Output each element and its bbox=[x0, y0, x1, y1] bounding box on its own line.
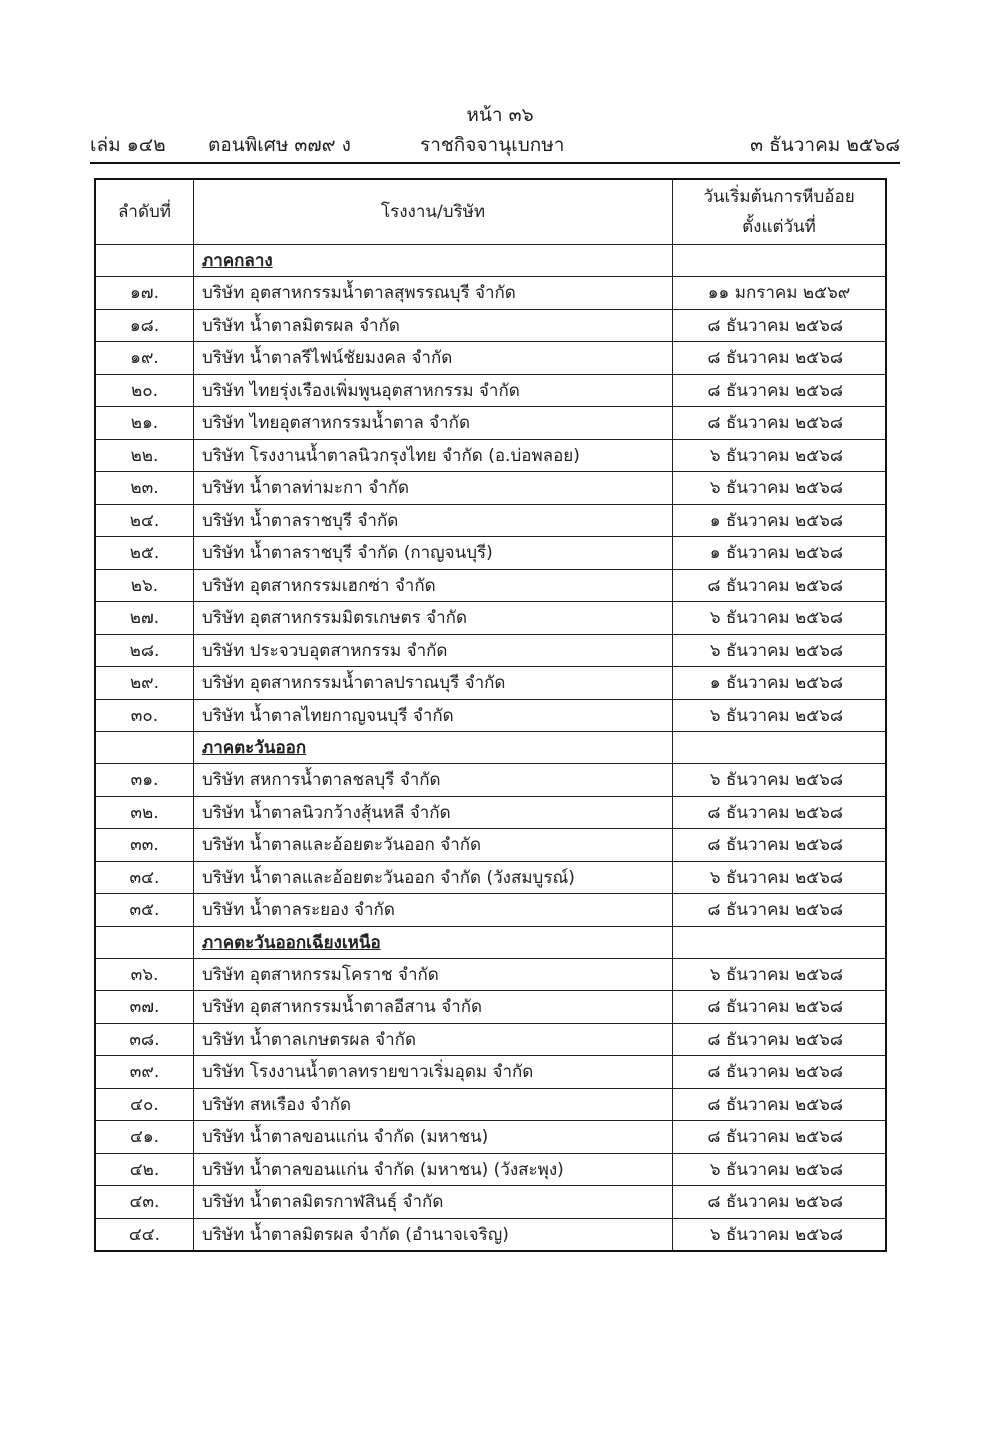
row-number: ๒๓. bbox=[95, 472, 194, 505]
table-row bbox=[95, 407, 886, 440]
page-number: หน้า ๓๖ bbox=[466, 104, 534, 126]
row-number: ๔๔. bbox=[95, 1218, 194, 1251]
row-number: ๔๐. bbox=[95, 1088, 194, 1121]
table-row bbox=[95, 342, 886, 375]
column-header-number: ลำดับที่ bbox=[95, 179, 194, 245]
company-name: บริษัท ไทยอุตสาหกรรมน้ำตาล จำกัด bbox=[194, 407, 673, 440]
company-name: บริษัท น้ำตาลมิตรกาฬสินธุ์ จำกัด bbox=[194, 1186, 673, 1219]
header-divider bbox=[90, 162, 900, 164]
start-date: ๑ ธันวาคม ๒๕๖๘ bbox=[673, 667, 887, 700]
table-row bbox=[95, 472, 886, 505]
start-date: ๘ ธันวาคม ๒๕๖๘ bbox=[673, 991, 887, 1024]
company-name: บริษัท น้ำตาลรีไฟน์ชัยมงคล จำกัด bbox=[194, 342, 673, 375]
table-header-row bbox=[95, 179, 886, 245]
start-date: ๑ ธันวาคม ๒๕๖๘ bbox=[673, 537, 887, 570]
table-row bbox=[95, 1088, 886, 1121]
row-number: ๓๕. bbox=[95, 894, 194, 927]
row-number: ๓๓. bbox=[95, 829, 194, 862]
company-name: บริษัท น้ำตาลราชบุรี จำกัด (กาญจนบุรี) bbox=[194, 537, 673, 570]
table-row bbox=[95, 699, 886, 732]
row-number: ๑๗. bbox=[95, 277, 194, 310]
company-name: บริษัท อุตสาหกรรมน้ำตาลปราณบุรี จำกัด bbox=[194, 667, 673, 700]
table-row bbox=[95, 569, 886, 602]
company-name: บริษัท ไทยรุ่งเรืองเพิ่มพูนอุตสาหกรรม จำกัด bbox=[194, 374, 673, 407]
table-row bbox=[95, 894, 886, 927]
table-row bbox=[95, 634, 886, 667]
start-date: ๖ ธันวาคม ๒๕๖๘ bbox=[673, 958, 887, 991]
row-number: ๑๘. bbox=[95, 309, 194, 342]
company-name: บริษัท น้ำตาลขอนแก่น จำกัด (มหาชน) (วังสะพุง) bbox=[194, 1153, 673, 1186]
sugar-mill-schedule-table bbox=[94, 178, 887, 1252]
row-number: ๒๕. bbox=[95, 537, 194, 570]
table-row bbox=[95, 1186, 886, 1219]
row-number: ๓๑. bbox=[95, 764, 194, 797]
start-date: ๑๑ มกราคม ๒๕๖๙ bbox=[673, 277, 887, 310]
table-row bbox=[95, 309, 886, 342]
start-date: ๖ ธันวาคม ๒๕๖๘ bbox=[673, 861, 887, 894]
publication-date: ๓ ธันวาคม ๒๕๖๘ bbox=[750, 134, 900, 156]
table-row bbox=[95, 602, 886, 635]
start-date: ๘ ธันวาคม ๒๕๖๘ bbox=[673, 342, 887, 375]
table-row bbox=[95, 958, 886, 991]
row-number: ๒๔. bbox=[95, 504, 194, 537]
region-heading: ภาคตะวันออก bbox=[202, 738, 307, 758]
region-cell bbox=[194, 245, 673, 277]
row-number: ๒๐. bbox=[95, 374, 194, 407]
table-row bbox=[95, 667, 886, 700]
row-number: ๓๐. bbox=[95, 699, 194, 732]
row-number: ๓๔. bbox=[95, 861, 194, 894]
region-cell bbox=[194, 732, 673, 764]
company-name: บริษัท สหเรือง จำกัด bbox=[194, 1088, 673, 1121]
company-name: บริษัท น้ำตาลราชบุรี จำกัด bbox=[194, 504, 673, 537]
publication-name: ราชกิจจานุเบกษา bbox=[420, 134, 565, 156]
row-number: ๓๖. bbox=[95, 958, 194, 991]
row-number: ๒๒. bbox=[95, 439, 194, 472]
company-name: บริษัท น้ำตาลมิตรผล จำกัด (อำนาจเจริญ) bbox=[194, 1218, 673, 1251]
start-date: ๖ ธันวาคม ๒๕๖๘ bbox=[673, 439, 887, 472]
row-number: ๓๗. bbox=[95, 991, 194, 1024]
table-row bbox=[95, 504, 886, 537]
table-row bbox=[95, 277, 886, 310]
start-date: ๘ ธันวาคม ๒๕๖๘ bbox=[673, 1121, 887, 1154]
column-header-company: โรงงาน/บริษัท bbox=[194, 179, 673, 245]
table-row bbox=[95, 439, 886, 472]
table-row bbox=[95, 991, 886, 1024]
row-number: ๔๒. bbox=[95, 1153, 194, 1186]
company-name: บริษัท น้ำตาลไทยกาญจนบุรี จำกัด bbox=[194, 699, 673, 732]
table-row bbox=[95, 1023, 886, 1056]
company-name: บริษัท น้ำตาลและอ้อยตะวันออก จำกัด (วังสมบูรณ์) bbox=[194, 861, 673, 894]
start-date: ๘ ธันวาคม ๒๕๖๘ bbox=[673, 1186, 887, 1219]
company-name: บริษัท น้ำตาลเกษตรผล จำกัด bbox=[194, 1023, 673, 1056]
row-number: ๔๓. bbox=[95, 1186, 194, 1219]
start-date: ๖ ธันวาคม ๒๕๖๘ bbox=[673, 699, 887, 732]
row-number: ๒๘. bbox=[95, 634, 194, 667]
region-heading: ภาคตะวันออกเฉียงเหนือ bbox=[202, 932, 381, 953]
table-body bbox=[95, 245, 886, 1252]
company-name: บริษัท โรงงานน้ำตาลทรายขาวเริ่มอุดม จำกัด bbox=[194, 1056, 673, 1089]
row-number: ๓๙. bbox=[95, 1056, 194, 1089]
company-name: บริษัท อุตสาหกรรมน้ำตาลอีสาน จำกัด bbox=[194, 991, 673, 1024]
company-name: บริษัท โรงงานน้ำตาลนิวกรุงไทย จำกัด (อ.บ่อพลอย) bbox=[194, 439, 673, 472]
table-row bbox=[95, 1121, 886, 1154]
region-heading: ภาคกลาง bbox=[202, 251, 273, 271]
empty-cell bbox=[95, 732, 194, 764]
company-name: บริษัท อุตสาหกรรมน้ำตาลสุพรรณบุรี จำกัด bbox=[194, 277, 673, 310]
table-row bbox=[95, 829, 886, 862]
table-row bbox=[95, 764, 886, 797]
table-row bbox=[95, 1056, 886, 1089]
volume: เล่ม ๑๔๒ bbox=[90, 134, 166, 156]
table-row bbox=[95, 861, 886, 894]
column-header-start-date-line2: ตั้งแต่วันที่ bbox=[742, 217, 816, 237]
row-number: ๑๙. bbox=[95, 342, 194, 375]
company-name: บริษัท สหการน้ำตาลชลบุรี จำกัด bbox=[194, 764, 673, 797]
company-name: บริษัท ประจวบอุตสาหกรรม จำกัด bbox=[194, 634, 673, 667]
company-name: บริษัท น้ำตาลมิตรผล จำกัด bbox=[194, 309, 673, 342]
empty-cell bbox=[673, 926, 887, 958]
start-date: ๖ ธันวาคม ๒๕๖๘ bbox=[673, 1218, 887, 1251]
start-date: ๖ ธันวาคม ๒๕๖๘ bbox=[673, 1153, 887, 1186]
region-section-row bbox=[95, 926, 886, 958]
start-date: ๖ ธันวาคม ๒๕๖๘ bbox=[673, 472, 887, 505]
table-row bbox=[95, 1153, 886, 1186]
row-number: ๓๒. bbox=[95, 796, 194, 829]
table-row bbox=[95, 1218, 886, 1251]
row-number: ๔๑. bbox=[95, 1121, 194, 1154]
start-date: ๘ ธันวาคม ๒๕๖๘ bbox=[673, 1056, 887, 1089]
company-name: บริษัท น้ำตาลระยอง จำกัด bbox=[194, 894, 673, 927]
company-name: บริษัท อุตสาหกรรมเฮกซ่า จำกัด bbox=[194, 569, 673, 602]
start-date: ๑ ธันวาคม ๒๕๖๘ bbox=[673, 504, 887, 537]
start-date: ๖ ธันวาคม ๒๕๖๘ bbox=[673, 634, 887, 667]
column-header-start-date-line1: วันเริ่มต้นการหีบอ้อย bbox=[703, 187, 855, 207]
table-row bbox=[95, 537, 886, 570]
start-date: ๘ ธันวาคม ๒๕๖๘ bbox=[673, 796, 887, 829]
empty-cell bbox=[95, 926, 194, 958]
start-date: ๘ ธันวาคม ๒๕๖๘ bbox=[673, 407, 887, 440]
table-row bbox=[95, 796, 886, 829]
gazette-header bbox=[90, 130, 900, 160]
region-cell bbox=[194, 926, 673, 958]
empty-cell bbox=[673, 732, 887, 764]
company-name: บริษัท น้ำตาลท่ามะกา จำกัด bbox=[194, 472, 673, 505]
row-number: ๒๗. bbox=[95, 602, 194, 635]
company-name: บริษัท น้ำตาลและอ้อยตะวันออก จำกัด bbox=[194, 829, 673, 862]
row-number: ๓๘. bbox=[95, 1023, 194, 1056]
empty-cell bbox=[95, 245, 194, 277]
empty-cell bbox=[673, 245, 887, 277]
start-date: ๘ ธันวาคม ๒๕๖๘ bbox=[673, 569, 887, 602]
row-number: ๒๑. bbox=[95, 407, 194, 440]
column-header-start-date bbox=[673, 179, 887, 245]
start-date: ๖ ธันวาคม ๒๕๖๘ bbox=[673, 602, 887, 635]
region-section-row bbox=[95, 245, 886, 277]
start-date: ๘ ธันวาคม ๒๕๖๘ bbox=[673, 1023, 887, 1056]
table-row bbox=[95, 374, 886, 407]
region-section-row bbox=[95, 732, 886, 764]
start-date: ๘ ธันวาคม ๒๕๖๘ bbox=[673, 309, 887, 342]
company-name: บริษัท น้ำตาลนิวกว้างสุ้นหลี จำกัด bbox=[194, 796, 673, 829]
start-date: ๘ ธันวาคม ๒๕๖๘ bbox=[673, 1088, 887, 1121]
company-name: บริษัท อุตสาหกรรมมิตรเกษตร จำกัด bbox=[194, 602, 673, 635]
issue: ตอนพิเศษ ๓๗๙ ง bbox=[208, 134, 351, 156]
company-name: บริษัท น้ำตาลขอนแก่น จำกัด (มหาชน) bbox=[194, 1121, 673, 1154]
row-number: ๒๙. bbox=[95, 667, 194, 700]
row-number: ๒๖. bbox=[95, 569, 194, 602]
start-date: ๘ ธันวาคม ๒๕๖๘ bbox=[673, 829, 887, 862]
company-name: บริษัท อุตสาหกรรมโคราช จำกัด bbox=[194, 958, 673, 991]
start-date: ๖ ธันวาคม ๒๕๖๘ bbox=[673, 764, 887, 797]
start-date: ๘ ธันวาคม ๒๕๖๘ bbox=[673, 374, 887, 407]
start-date: ๘ ธันวาคม ๒๕๖๘ bbox=[673, 894, 887, 927]
